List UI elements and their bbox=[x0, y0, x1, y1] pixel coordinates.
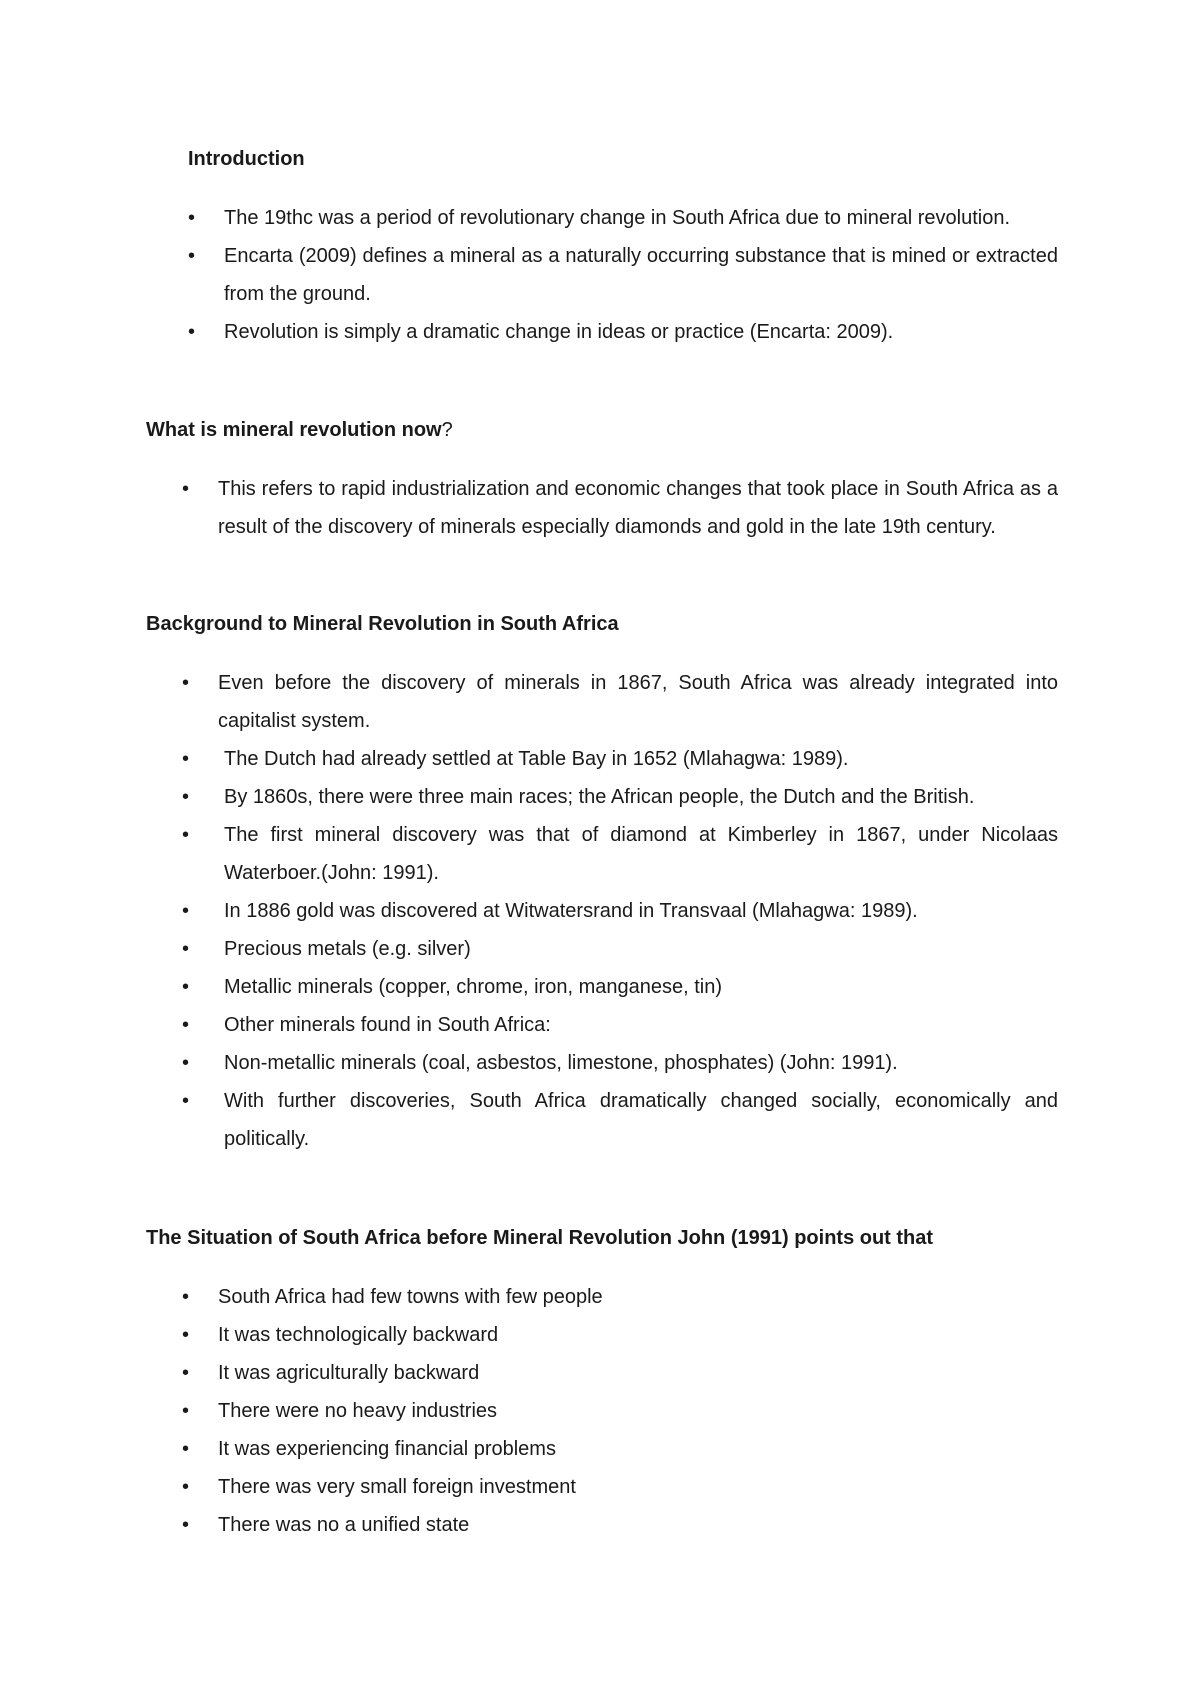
list-item: • The Dutch had already settled at Table Bay in 1652 (Mlahagwa: 1989). bbox=[218, 740, 1058, 778]
list-item: • The 19thc was a period of revolutionary change in South Africa due to mineral revolution. bbox=[224, 199, 1058, 237]
list-item: • Revolution is simply a dramatic change in ideas or practice (Encarta: 2009). bbox=[224, 313, 1058, 351]
list-item: • With further discoveries, South Africa dramatically changed socially, economically and politically. bbox=[218, 1082, 1058, 1158]
mineral-revolution-list bbox=[218, 470, 1058, 546]
list-item: • Other minerals found in South Africa: bbox=[218, 1006, 1058, 1044]
list-item: • There was very small foreign investment bbox=[218, 1468, 1058, 1506]
list-item: • The first mineral discovery was that of diamond at Kimberley in 1867, under Nicolaas Waterboer.(John: 1991). bbox=[218, 816, 1058, 892]
list-item: • It was technologically backward bbox=[218, 1316, 1058, 1354]
list-item: • Metallic minerals (copper, chrome, iron, manganese, tin) bbox=[218, 968, 1058, 1006]
list-item: • Precious metals (e.g. silver) bbox=[218, 930, 1058, 968]
list-item: • Even before the discovery of minerals in 1867, South Africa was already integrated into capitalist system. bbox=[218, 664, 1058, 740]
heading-question-mark: ? bbox=[441, 419, 453, 441]
list-item: • This refers to rapid industrialization and economic changes that took place in South Africa as a result of the discovery of minerals especially diamonds and gold in the late 19th century. bbox=[218, 470, 1058, 546]
introduction-heading: Introduction bbox=[188, 148, 305, 170]
background-list bbox=[218, 664, 1058, 1158]
list-item: • There were no heavy industries bbox=[218, 1392, 1058, 1430]
list-item: • It was experiencing financial problems bbox=[218, 1430, 1058, 1468]
background-heading: Background to Mineral Revolution in South Africa bbox=[146, 613, 619, 635]
list-item: • By 1860s, there were three main races; the African people, the Dutch and the British. bbox=[218, 778, 1058, 816]
introduction-list bbox=[224, 199, 1058, 351]
list-item: • It was agriculturally backward bbox=[218, 1354, 1058, 1392]
mineral-revolution-heading bbox=[146, 418, 453, 442]
situation-heading: The Situation of South Africa before Mineral Revolution John (1991) points out that bbox=[146, 1227, 934, 1249]
heading-bold-text: What is mineral revolution now bbox=[146, 419, 442, 441]
list-item: • South Africa had few towns with few people bbox=[218, 1278, 1058, 1316]
situation-list bbox=[218, 1278, 1058, 1544]
list-item: • There was no a unified state bbox=[218, 1506, 1058, 1544]
list-item: • In 1886 gold was discovered at Witwatersrand in Transvaal (Mlahagwa: 1989). bbox=[218, 892, 1058, 930]
list-item: • Encarta (2009) defines a mineral as a naturally occurring substance that is mined or extracted from the ground. bbox=[224, 237, 1058, 313]
list-item: • Non-metallic minerals (coal, asbestos, limestone, phosphates) (John: 1991). bbox=[218, 1044, 1058, 1082]
